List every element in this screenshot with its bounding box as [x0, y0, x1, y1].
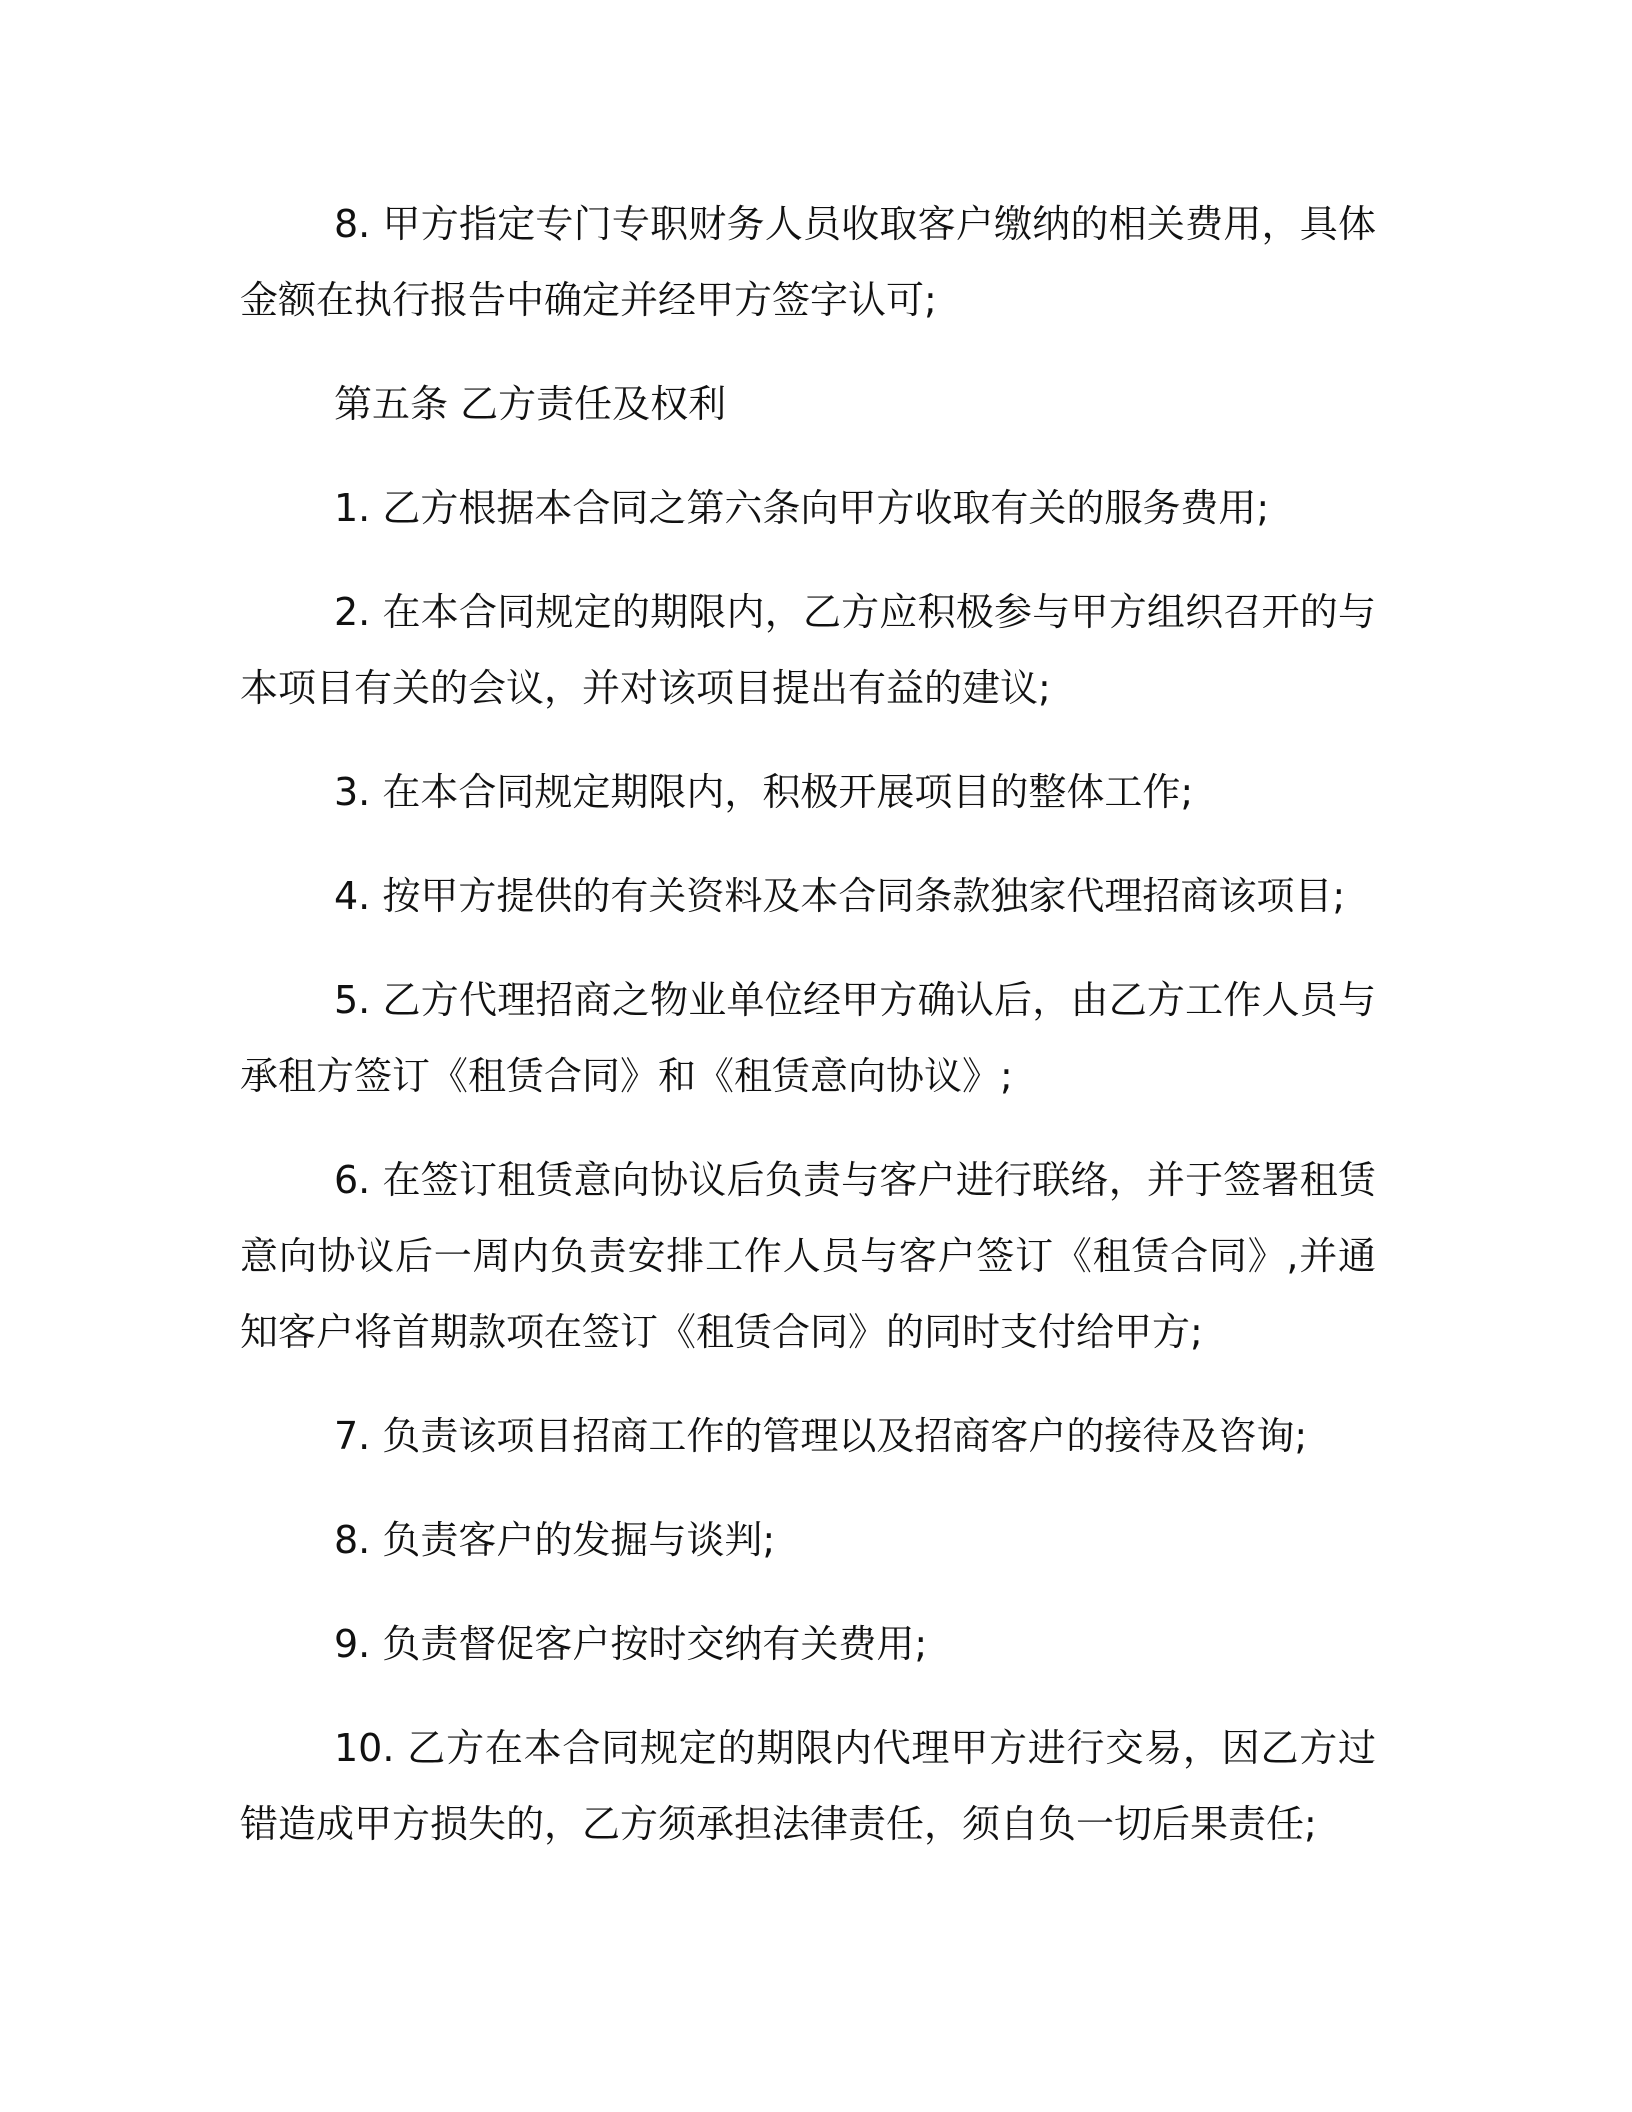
clause-4-item-8: 8. 甲方指定专门专职财务人员收取客户缴纳的相关费用，具体金额在执行报告中确定并经甲方签字认可; [240, 202, 1376, 322]
clause-5-item-3: 3. 在本合同规定期限内，积极开展项目的整体工作; [334, 770, 1194, 814]
clause-5-item-1: 1. 乙方根据本合同之第六条向甲方收取有关的服务费用; [334, 486, 1270, 530]
clause-5-item-4: 4. 按甲方提供的有关资料及本合同条款独家代理招商该项目; [334, 874, 1346, 918]
document-page [240, 186, 1376, 1890]
clause-5-item-7: 7. 负责该项目招商工作的管理以及招商客户的接待及咨询; [334, 1414, 1308, 1458]
clause-5-item-9: 9. 负责督促客户按时交纳有关费用; [334, 1622, 928, 1666]
section-heading-article-5: 第五条 乙方责任及权利 [334, 382, 727, 426]
clause-5-item-8: 8. 负责客户的发掘与谈判; [334, 1518, 776, 1562]
clause-5-item-2: 2. 在本合同规定的期限内，乙方应积极参与甲方组织召开的与本项目有关的会议，并对该项目提出有益的建议; [240, 590, 1376, 710]
clause-5-item-6: 6. 在签订租赁意向协议后负责与客户进行联络，并于签署租赁意向协议后一周内负责安排工作人员与客户签订《租赁合同》,并通知客户将首期款项在签订《租赁合同》的同时支付给甲方; [240, 1158, 1376, 1354]
clause-5-item-5: 5. 乙方代理招商之物业单位经甲方确认后，由乙方工作人员与承租方签订《租赁合同》和《租赁意向协议》; [240, 978, 1376, 1098]
clause-5-item-10: 10. 乙方在本合同规定的期限内代理甲方进行交易，因乙方过错造成甲方损失的，乙方须承担法律责任，须自负一切后果责任; [240, 1726, 1376, 1846]
